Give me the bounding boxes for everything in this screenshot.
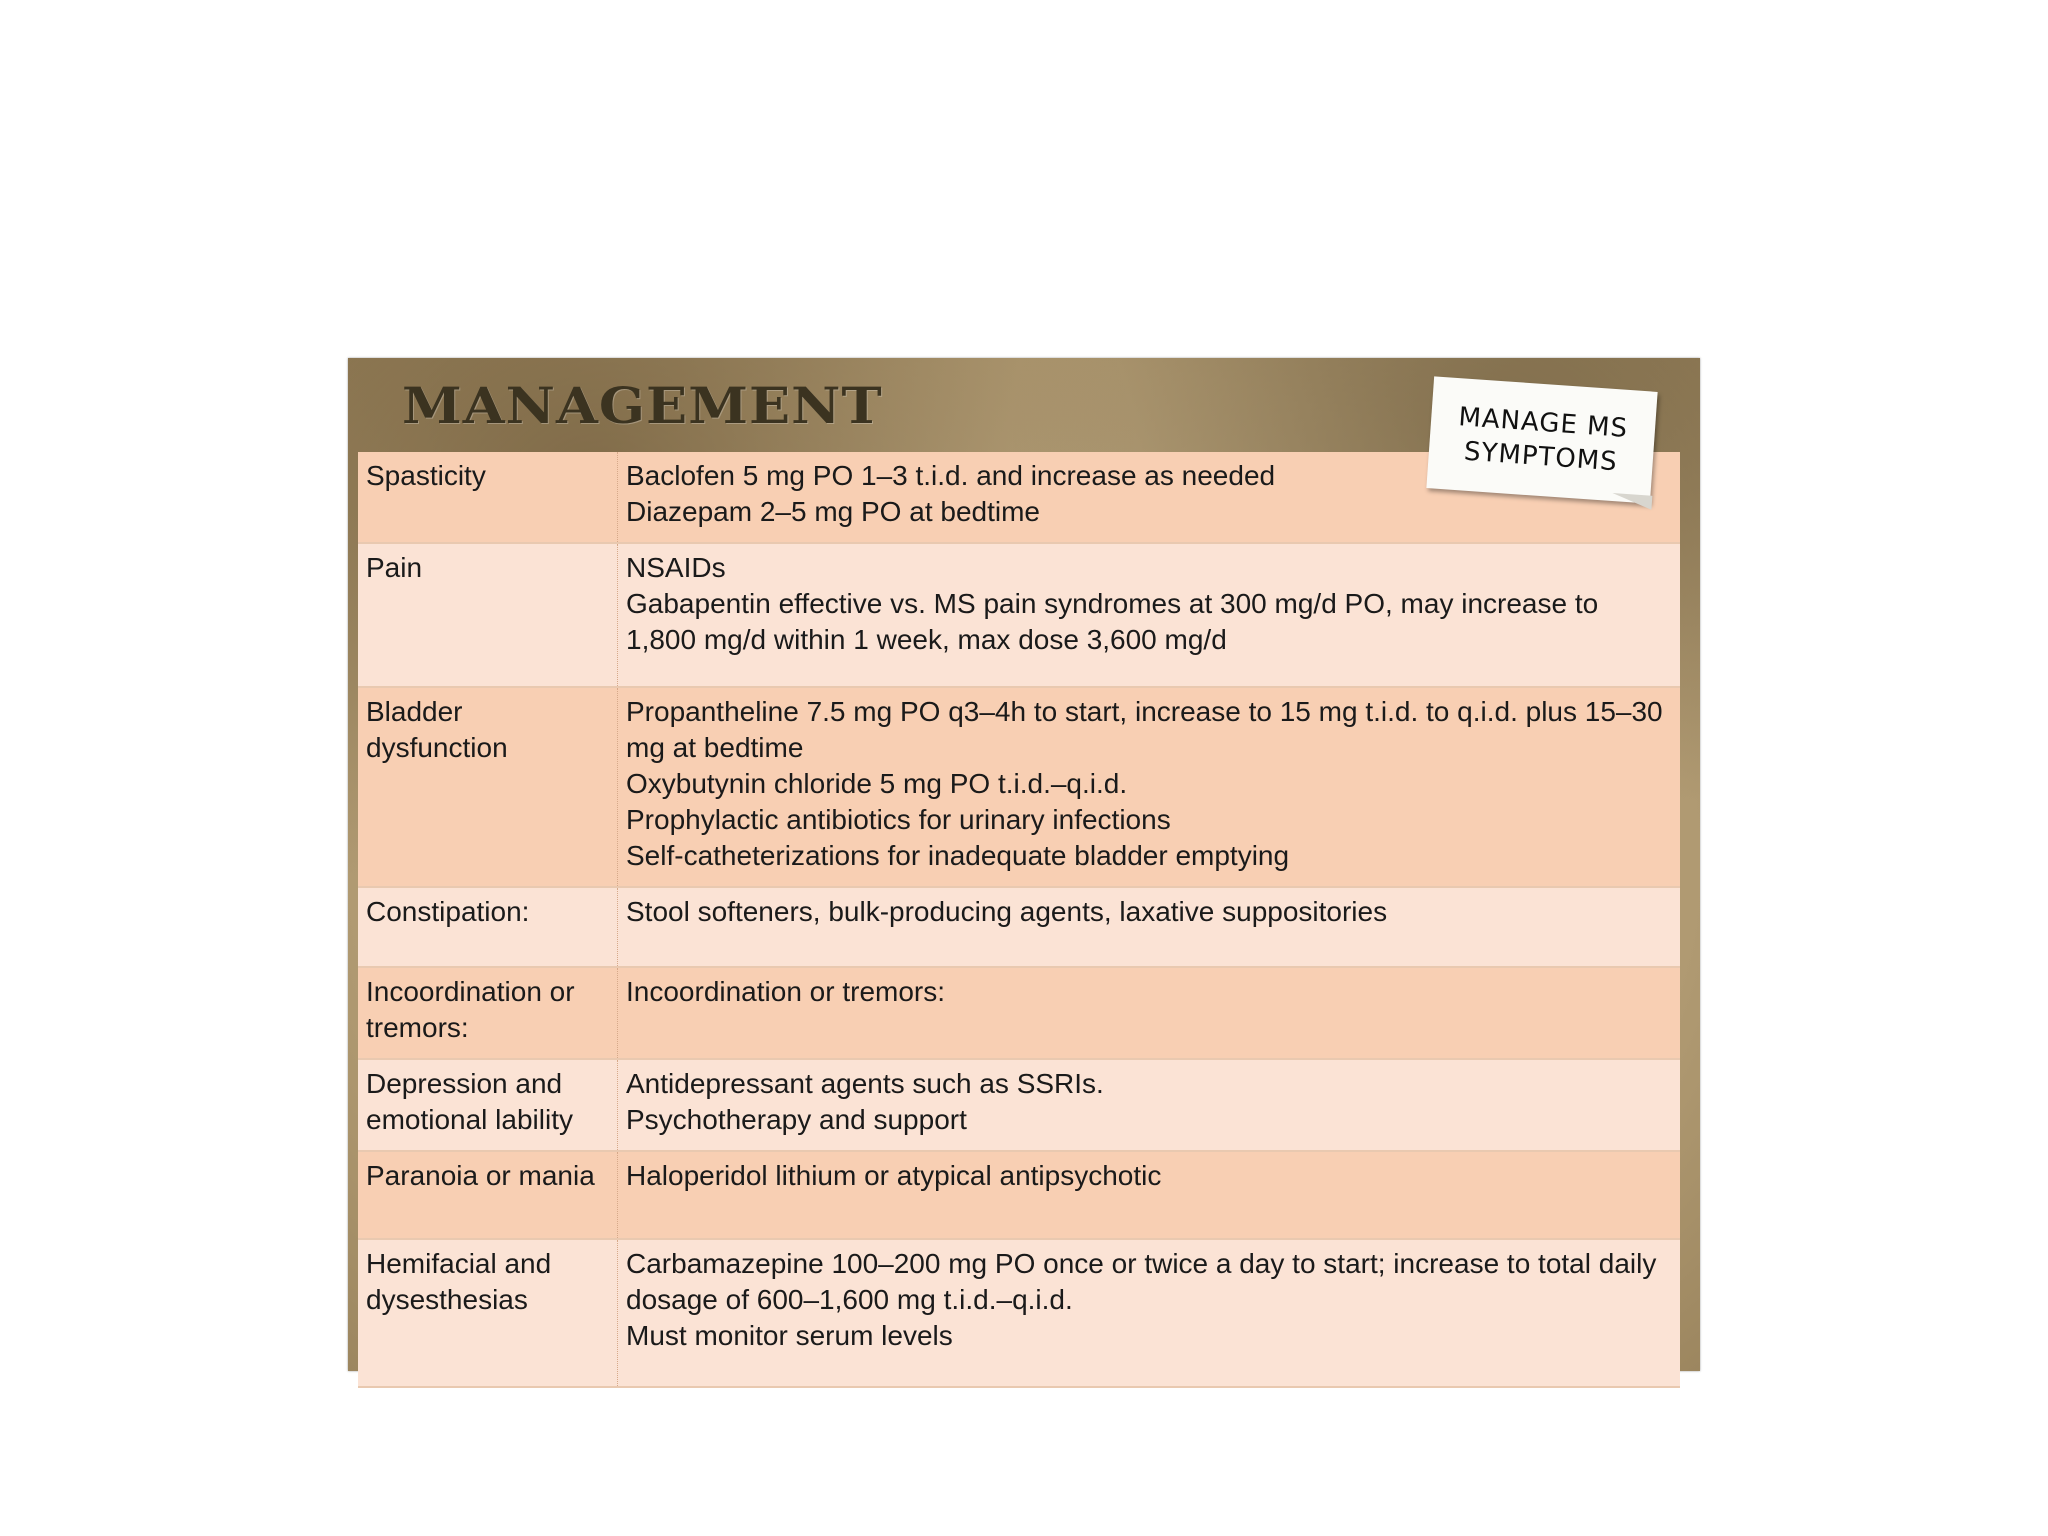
treatment-line: Must monitor serum levels [626,1320,953,1351]
treatment-cell [618,543,1681,687]
treatment-line: Oxybutynin chloride 5 mg PO t.i.d.–q.i.d. [626,768,1128,799]
treatment-line: Antidepressant agents such as SSRIs. [626,1068,1104,1099]
sticky-note-text: MANAGE MS SYMPTOMS [1457,402,1629,478]
table-row [358,967,1680,1059]
treatment-cell [618,887,1681,967]
table-row [358,1059,1680,1151]
treatment-line: NSAIDs [626,552,726,583]
table-row [358,1151,1680,1239]
page-curl-icon [1611,493,1652,510]
treatment-line: Gabapentin effective vs. MS pain syndromes at 300 mg/d PO, may increase to 1,800 mg/d within 1 week, max dose 3,600 mg/d [626,588,1599,655]
symptom-cell: Paranoia or mania [358,1151,618,1239]
management-table [358,452,1680,1388]
treatment-line: Baclofen 5 mg PO 1–3 t.i.d. and increase as needed [626,460,1276,491]
treatment-cell [618,967,1681,1059]
treatment-line: Propantheline 7.5 mg PO q3–4h to start, increase to 15 mg t.i.d. to q.i.d. plus 15–30 mg at bedtime [626,696,1663,763]
treatment-line: Incoordination or tremors: [626,976,946,1007]
treatment-cell [618,1059,1681,1151]
treatment-cell [618,687,1681,887]
treatment-line: Psychotherapy and support [626,1104,967,1135]
table-row [358,1239,1680,1387]
table-row [358,887,1680,967]
symptom-cell: Pain [358,543,618,687]
slide-title: MANAGEMENT [402,376,883,435]
treatment-line: Diazepam 2–5 mg PO at bedtime [626,496,1040,527]
symptom-cell: Depression and emotional lability [358,1059,618,1151]
symptom-cell: Spasticity [358,452,618,543]
symptom-cell: Incoordination or tremors: [358,967,618,1059]
symptom-cell: Constipation: [358,887,618,967]
slide [348,358,1700,1371]
table-row [358,543,1680,687]
treatment-line: Stool softeners, bulk-producing agents, laxative suppositories [626,896,1388,927]
sticky-note [1426,376,1657,503]
treatment-cell [618,1151,1681,1239]
treatment-line: Haloperidol lithium or atypical antipsychotic [626,1160,1162,1191]
treatment-line: Self-catheterizations for inadequate bladder emptying [626,840,1290,871]
table-row [358,687,1680,887]
treatment-cell [618,1239,1681,1387]
treatment-line: Prophylactic antibiotics for urinary infections [626,804,1171,835]
symptom-cell: Bladder dysfunction [358,687,618,887]
treatment-line: Carbamazepine 100–200 mg PO once or twice a day to start; increase to total daily dosage of 600–1,600 mg t.i.d.–q.i.d. [626,1248,1657,1315]
symptom-cell: Hemifacial and dysesthesias [358,1239,618,1387]
